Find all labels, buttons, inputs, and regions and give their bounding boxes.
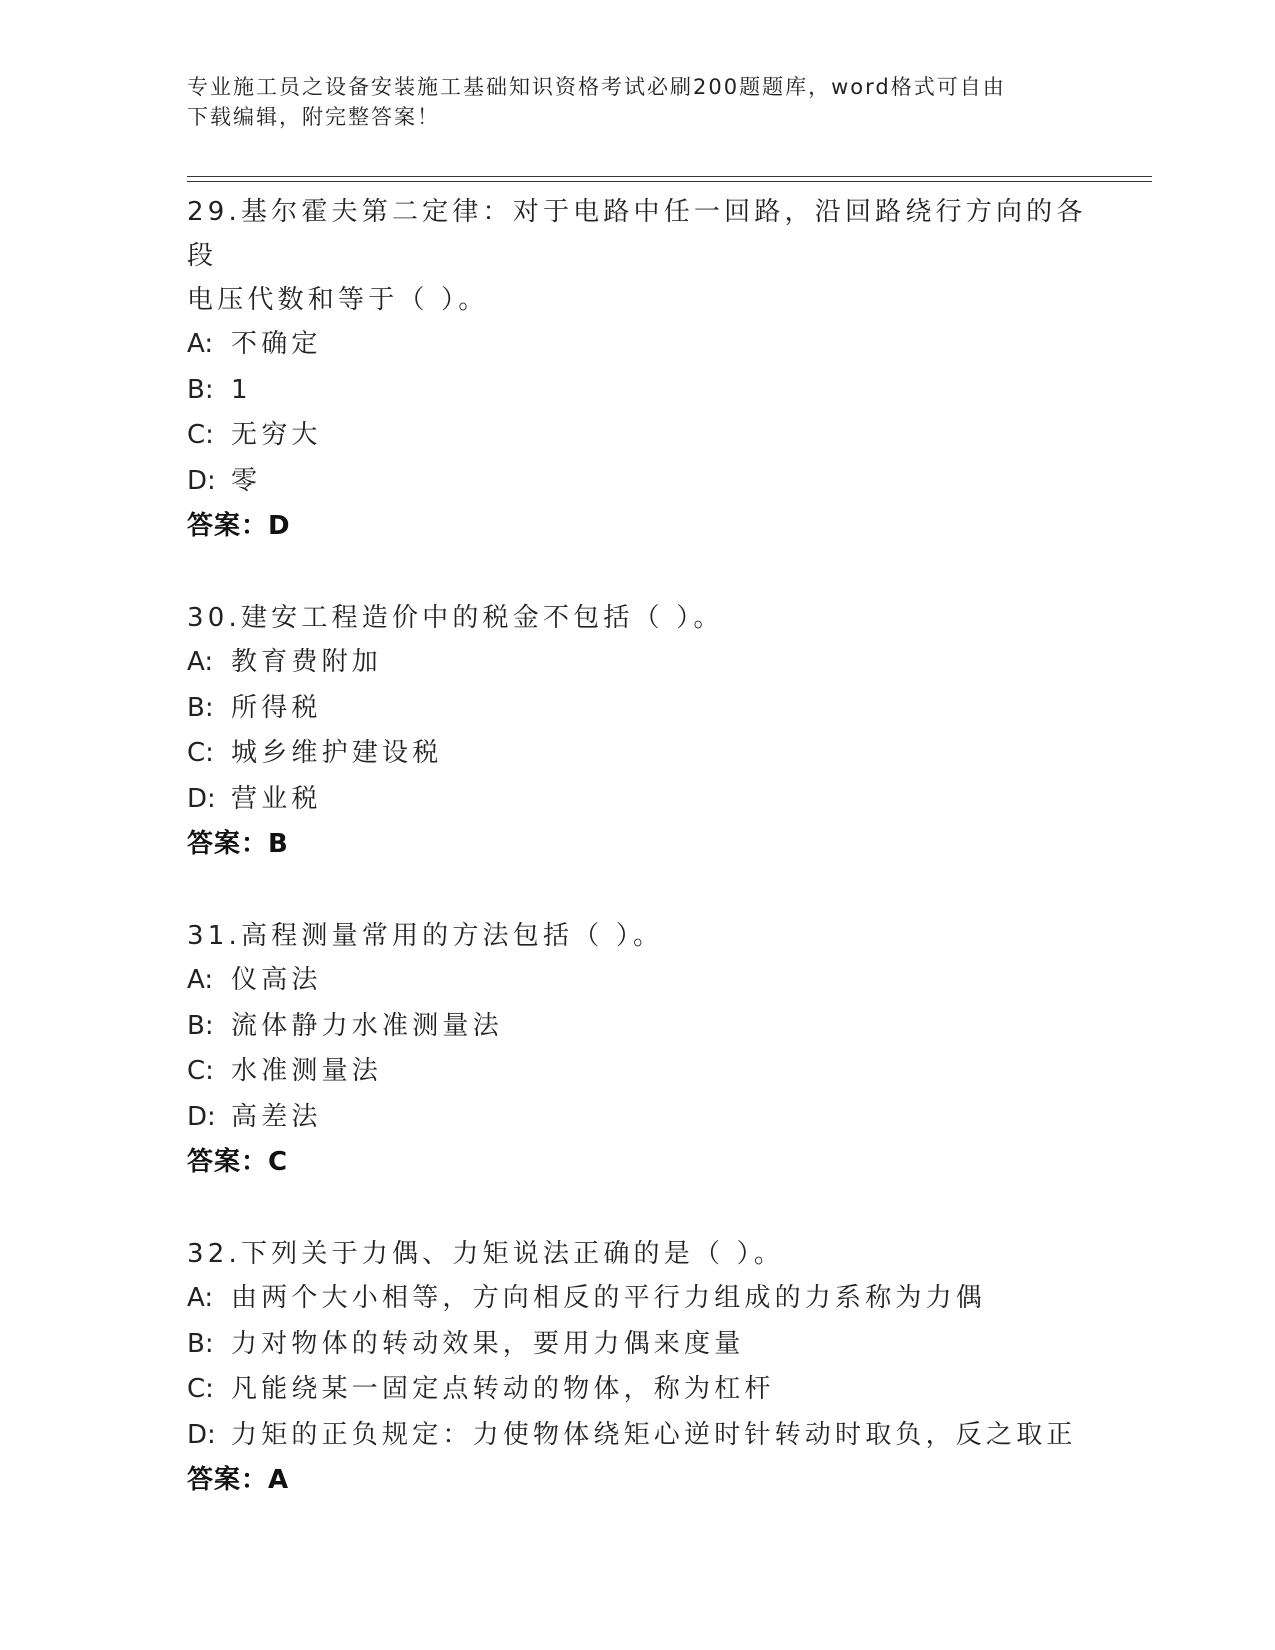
answer-line: [187, 1140, 1087, 1184]
option-letter: B:: [187, 1328, 214, 1359]
answer-label: 答案：: [187, 829, 269, 859]
option-a: [187, 640, 1087, 686]
option-letter: D:: [187, 465, 216, 496]
option-letter: A:: [187, 965, 214, 995]
option-text: 力矩的正负规定：力使物体绕矩心逆时针转动时取负，反之取正: [231, 1419, 1077, 1450]
question-30: [187, 596, 1087, 866]
option-d: [187, 459, 1087, 505]
option-b: [187, 368, 1087, 414]
option-letter: C:: [187, 420, 214, 450]
question-stem: 31.高程测量常用的方法包括（ ）。: [187, 921, 664, 951]
question-29: [187, 190, 1087, 548]
answer-value: B: [268, 829, 289, 859]
answer-line: [187, 504, 1087, 548]
option-text: 教育费附加: [231, 647, 383, 677]
option-c: [187, 1049, 1087, 1095]
option-text: 无穷大: [231, 420, 322, 450]
option-d: [187, 1095, 1087, 1141]
question-stem: 30.建安工程造价中的税金不包括（ ）。: [187, 603, 724, 633]
header-line-2: 下载编辑，附完整答案！: [187, 105, 440, 129]
answer-line: [187, 1458, 1087, 1502]
answer-value: A: [268, 1465, 290, 1495]
answer-value: D: [268, 511, 291, 541]
question-stem: 29.基尔霍夫第二定律：对于电路中任一回路，沿回路绕行方向的各段: [187, 197, 1087, 271]
option-c: [187, 731, 1087, 777]
question-32: [187, 1232, 1087, 1502]
question-spacer: [187, 1184, 1087, 1232]
answer-value: C: [268, 1147, 289, 1177]
option-letter: B:: [187, 692, 214, 723]
header-divider-bottom: [187, 181, 1152, 182]
question-spacer: [187, 866, 1087, 914]
option-a: [187, 322, 1087, 368]
option-a: [187, 1276, 1087, 1322]
header-divider-top: [187, 176, 1152, 177]
option-text: 水准测量法: [231, 1056, 383, 1086]
option-letter: A:: [187, 329, 214, 359]
document-header: [187, 72, 1087, 132]
question-list: [187, 190, 1087, 1502]
answer-label: 答案：: [187, 511, 269, 541]
option-letter: D:: [187, 1419, 216, 1450]
option-text: 营业税: [231, 783, 322, 814]
option-b: [187, 1004, 1087, 1050]
option-letter: C:: [187, 1374, 214, 1404]
option-text: 由两个大小相等，方向相反的平行力组成的力系称为力偶: [231, 1283, 987, 1313]
option-b: [187, 686, 1087, 732]
question-31: [187, 914, 1087, 1184]
option-text: 力对物体的转动效果，要用力偶来度量: [231, 1328, 745, 1359]
option-text: 流体静力水准测量法: [231, 1010, 503, 1041]
option-text: 城乡维护建设税: [231, 738, 443, 768]
answer-line: [187, 822, 1087, 866]
question-stem: 32.下列关于力偶、力矩说法正确的是（ ）。: [187, 1239, 785, 1269]
header-line-1: 专业施工员之设备安装施工基础知识资格考试必刷200题题库，word格式可自由: [187, 75, 1006, 99]
option-text: 高差法: [231, 1101, 322, 1132]
option-text: 所得税: [231, 692, 322, 723]
option-text: 仪高法: [231, 965, 322, 995]
option-letter: D:: [187, 1101, 216, 1132]
option-letter: A:: [187, 1283, 214, 1313]
option-d: [187, 777, 1087, 823]
question-spacer: [187, 548, 1087, 596]
answer-label: 答案：: [187, 1147, 269, 1177]
option-letter: B:: [187, 1010, 214, 1041]
option-letter: A:: [187, 647, 214, 677]
answer-label: 答案：: [187, 1465, 269, 1495]
option-text: 凡能绕某一固定点转动的物体，称为杠杆: [231, 1374, 775, 1404]
option-letter: D:: [187, 783, 216, 814]
option-d: [187, 1413, 1087, 1459]
question-stem-continued: 电压代数和等于（ ）。: [187, 285, 489, 315]
option-text: 1: [231, 374, 252, 405]
option-letter: B:: [187, 374, 214, 405]
option-letter: C:: [187, 738, 214, 768]
option-b: [187, 1322, 1087, 1368]
option-letter: C:: [187, 1056, 214, 1086]
option-text: 不确定: [231, 329, 322, 359]
option-c: [187, 1367, 1087, 1413]
option-a: [187, 958, 1087, 1004]
option-text: 零: [231, 465, 262, 496]
option-c: [187, 413, 1087, 459]
